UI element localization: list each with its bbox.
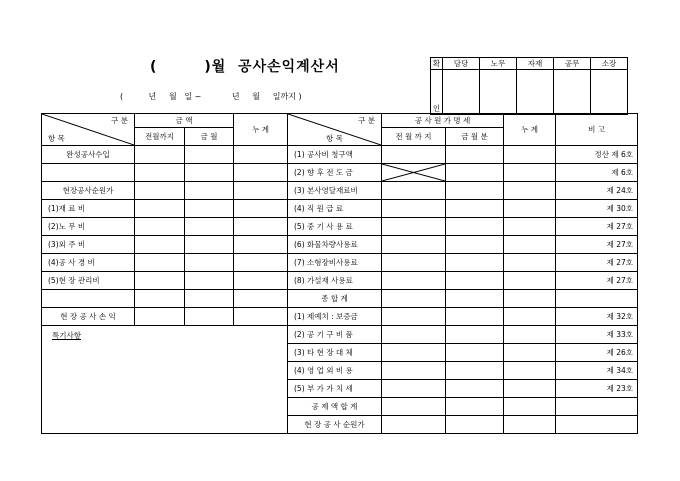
approval-role-gongmu: 공무	[554, 58, 591, 70]
input-cell[interactable]	[382, 416, 446, 434]
input-cell[interactable]	[234, 164, 288, 182]
input-cell[interactable]	[382, 200, 446, 218]
input-cell[interactable]	[504, 362, 556, 380]
right-row-remark: 제 27호	[556, 236, 638, 254]
input-cell[interactable]	[234, 236, 288, 254]
input-cell[interactable]	[234, 254, 288, 272]
right-row-label: 현 장 공 사 순원가	[288, 416, 382, 434]
left-header-division: 구 분	[111, 116, 128, 125]
right-row-label: 종 합 계	[288, 290, 382, 308]
right-row-remark	[556, 290, 638, 308]
right-row-remark: 제 26호	[556, 344, 638, 362]
input-cell[interactable]	[135, 218, 185, 236]
input-cell[interactable]	[135, 164, 185, 182]
input-cell[interactable]	[234, 308, 288, 326]
right-row-remark: 정산 제 6호	[556, 146, 638, 164]
input-cell[interactable]	[382, 146, 446, 164]
input-cell[interactable]	[446, 254, 504, 272]
input-cell[interactable]	[504, 308, 556, 326]
right-header-item: 항 목	[326, 134, 343, 143]
approval-label-top: 확	[431, 58, 443, 70]
input-cell[interactable]	[382, 362, 446, 380]
left-header-cumulative: 누 계	[234, 114, 288, 146]
left-row-label: 현장공사순원가	[42, 182, 135, 200]
input-cell[interactable]	[446, 182, 504, 200]
input-cell[interactable]	[135, 236, 185, 254]
input-cell[interactable]	[446, 362, 504, 380]
right-row-remark: 제 27호	[556, 254, 638, 272]
input-cell[interactable]	[504, 182, 556, 200]
right-row-label: (6) 화물차량사용료	[288, 236, 382, 254]
right-row-remark: 제 32호	[556, 308, 638, 326]
right-row-label: (5) 부 가 가 치 세	[288, 380, 382, 398]
right-header-prev: 전 월 까 지	[382, 128, 446, 146]
input-cell[interactable]	[135, 146, 185, 164]
right-row-label: (2) 향 후 전 도 금	[288, 164, 382, 182]
right-row-label: (1) 공사비 청구액	[288, 146, 382, 164]
input-cell[interactable]	[504, 146, 556, 164]
right-row-remark	[556, 416, 638, 434]
input-cell[interactable]	[446, 398, 504, 416]
right-row-remark: 제 6호	[556, 164, 638, 182]
input-cell[interactable]	[504, 290, 556, 308]
right-header-cumulative: 누 계	[504, 114, 556, 146]
input-cell[interactable]	[504, 272, 556, 290]
signature-cell[interactable]	[443, 70, 480, 115]
input-cell[interactable]	[382, 308, 446, 326]
input-cell[interactable]	[446, 218, 504, 236]
document-title: ( )월 공사손익계산서	[150, 59, 340, 75]
left-row-label: (1)재 료 비	[42, 200, 135, 218]
input-cell[interactable]	[446, 290, 504, 308]
input-cell[interactable]	[504, 164, 556, 182]
notes-area[interactable]	[42, 326, 288, 434]
input-cell[interactable]	[382, 326, 446, 344]
input-cell[interactable]	[135, 308, 185, 326]
right-row-remark: 제 24호	[556, 182, 638, 200]
input-cell[interactable]	[382, 344, 446, 362]
input-cell[interactable]	[185, 308, 234, 326]
signature-cell[interactable]	[517, 70, 554, 115]
input-cell[interactable]	[234, 182, 288, 200]
input-cell[interactable]	[446, 200, 504, 218]
right-row-remark: 제 30호	[556, 200, 638, 218]
right-row-remark: 제 27호	[556, 218, 638, 236]
right-header-division: 구 분	[358, 116, 375, 125]
left-header-prev: 전월까지	[135, 128, 185, 146]
left-row-label: (2)노 무 비	[42, 218, 135, 236]
crossed-out-cell	[382, 164, 446, 182]
approval-label-bottom: 인	[431, 70, 443, 115]
approval-role-damdang: 담당	[443, 58, 480, 70]
left-header-amount: 금 액	[135, 114, 234, 128]
input-cell[interactable]	[446, 380, 504, 398]
input-cell[interactable]	[185, 218, 234, 236]
input-cell[interactable]	[382, 182, 446, 200]
input-cell[interactable]	[185, 200, 234, 218]
approval-role-nomu: 노무	[480, 58, 517, 70]
input-cell[interactable]	[382, 398, 446, 416]
input-cell[interactable]	[234, 290, 288, 308]
right-header-detail: 공 사 원 가 명 세	[382, 114, 504, 128]
input-cell[interactable]	[446, 308, 504, 326]
input-cell[interactable]	[135, 182, 185, 200]
right-row-label: (3) 타 현 장 대 체	[288, 344, 382, 362]
left-header-diagonal	[42, 114, 135, 146]
right-row-label: (5) 중 기 사 용 료	[288, 218, 382, 236]
input-cell[interactable]	[234, 272, 288, 290]
input-cell[interactable]	[504, 218, 556, 236]
right-row-label: (4) 직 원 급 료	[288, 200, 382, 218]
input-cell[interactable]	[446, 146, 504, 164]
input-cell[interactable]	[382, 380, 446, 398]
input-cell[interactable]	[504, 398, 556, 416]
input-cell[interactable]	[446, 344, 504, 362]
approval-role-jajae: 자재	[517, 58, 554, 70]
profit-loss-table	[41, 113, 638, 434]
input-cell[interactable]	[504, 254, 556, 272]
input-cell[interactable]	[185, 236, 234, 254]
left-row-label: (3)외 주 비	[42, 236, 135, 254]
input-cell[interactable]	[234, 200, 288, 218]
right-row-remark: 제 33호	[556, 326, 638, 344]
input-cell[interactable]	[504, 416, 556, 434]
input-cell[interactable]	[504, 326, 556, 344]
input-cell[interactable]	[135, 290, 185, 308]
input-cell[interactable]	[382, 236, 446, 254]
input-cell[interactable]	[234, 218, 288, 236]
right-row-label: (2) 공 기 구 비 품	[288, 326, 382, 344]
input-cell[interactable]	[185, 146, 234, 164]
signature-cell[interactable]	[480, 70, 517, 115]
right-row-label: (4) 영 업 외 비 용	[288, 362, 382, 380]
input-cell[interactable]	[135, 272, 185, 290]
signature-cell[interactable]	[591, 70, 628, 115]
input-cell[interactable]	[446, 236, 504, 254]
input-cell[interactable]	[185, 164, 234, 182]
signature-cell[interactable]	[554, 70, 591, 115]
period-range: ( 년 월 일 ~ 년 월 일까지 )	[120, 92, 302, 101]
right-row-label: (8) 가설재 사용료	[288, 272, 382, 290]
right-row-remark: 제 27호	[556, 272, 638, 290]
right-header-remarks: 비 고	[556, 114, 638, 146]
right-header-diagonal	[288, 114, 382, 146]
approval-role-sojang: 소장	[591, 58, 628, 70]
input-cell[interactable]	[446, 164, 504, 182]
input-cell[interactable]	[446, 326, 504, 344]
right-row-remark	[556, 398, 638, 416]
input-cell[interactable]	[185, 182, 234, 200]
input-cell[interactable]	[382, 272, 446, 290]
input-cell[interactable]	[185, 272, 234, 290]
input-cell[interactable]	[504, 236, 556, 254]
left-header-this-month: 금 월	[185, 128, 234, 146]
notes-label: 특기사항	[52, 331, 81, 340]
input-cell[interactable]	[382, 218, 446, 236]
input-cell[interactable]	[446, 272, 504, 290]
left-row-label	[42, 290, 135, 308]
left-row-label: (5)현 장 관리비	[42, 272, 135, 290]
input-cell[interactable]	[135, 200, 185, 218]
input-cell[interactable]	[382, 254, 446, 272]
input-cell[interactable]	[185, 290, 234, 308]
right-row-remark: 제 23호	[556, 380, 638, 398]
left-row-label: 완성공사수입	[42, 146, 135, 164]
right-row-remark: 제 34호	[556, 362, 638, 380]
right-row-label: 공 제 액 합 계	[288, 398, 382, 416]
input-cell[interactable]	[234, 146, 288, 164]
input-cell[interactable]	[504, 380, 556, 398]
left-row-label: 현 장 공 사 손 익	[42, 308, 135, 326]
right-row-label: (1) 제예치 : 보증금	[288, 308, 382, 326]
left-row-label	[42, 164, 135, 182]
input-cell[interactable]	[504, 200, 556, 218]
right-row-label: (3) 본사영달재료비	[288, 182, 382, 200]
input-cell[interactable]	[185, 254, 234, 272]
right-row-label: (7) 소형장비사용료	[288, 254, 382, 272]
left-row-label: (4)공 사 경 비	[42, 254, 135, 272]
input-cell[interactable]	[446, 416, 504, 434]
left-header-item: 항 목	[48, 134, 65, 143]
input-cell[interactable]	[135, 254, 185, 272]
input-cell[interactable]	[382, 290, 446, 308]
input-cell[interactable]	[504, 344, 556, 362]
approval-box	[430, 57, 628, 115]
right-header-this-month: 금 월 분	[446, 128, 504, 146]
